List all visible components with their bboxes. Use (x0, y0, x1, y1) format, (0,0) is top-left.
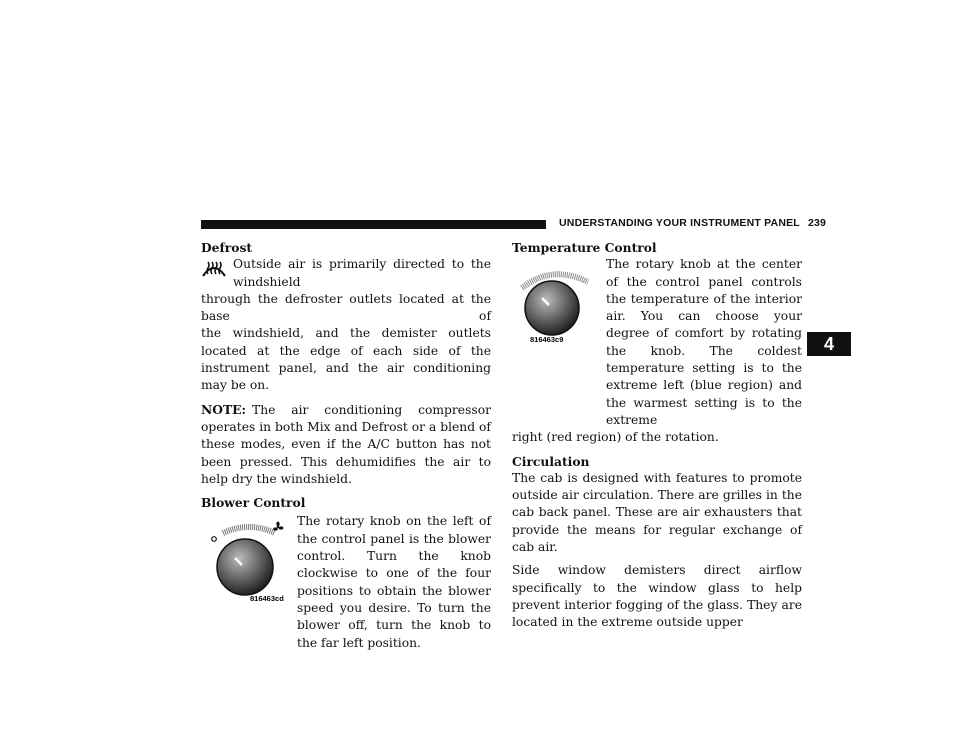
temperature-figure-label: 816463c9 (530, 335, 564, 345)
blower-knob-figure (201, 517, 297, 613)
defrost-line-1: Outside air is primarily directed to the windshield (233, 257, 491, 289)
note-label: NOTE: (201, 401, 247, 417)
blower-section (201, 513, 491, 651)
blower-figure-label: 816463cd (250, 594, 284, 604)
temperature-text-end: right (red region) of the rotation. (512, 430, 719, 445)
defrost-section (201, 256, 491, 394)
blower-off-icon (212, 537, 217, 542)
header-title: UNDERSTANDING YOUR INSTRUMENT PANEL (559, 217, 800, 229)
left-column (201, 239, 491, 652)
temperature-heading: Temperature Control (512, 240, 657, 255)
blower-text: The rotary knob on the left of the control panel is the blower control. Turn the knob clockwise to one of the four positions to obtain the blower speed you desire. To turn the blower off, turn the knob to the far left position. (297, 514, 491, 650)
defrost-icon (201, 258, 227, 280)
temperature-section (512, 256, 802, 446)
right-column (512, 239, 802, 632)
page-header (559, 217, 826, 229)
note-text: The air conditioning compressor operates in both Mix and Defrost or a blend of these modes, even if the A/C button has not been pressed. This dehumidifies the air to help dry the windshield. (201, 402, 491, 486)
blower-heading: Blower Control (201, 495, 306, 511)
header-rule (201, 220, 546, 229)
chapter-tab: 4 (807, 332, 851, 356)
fan-icon (273, 522, 283, 531)
note-paragraph (201, 401, 491, 488)
defrost-text: the windshield, and the demister outlets located at the edge of each side of the instrument panel, and the air conditioning may be on. (201, 326, 491, 393)
circulation-paragraph-1: The cab is designed with features to promote outside air circulation. There are grilles in the cab back panel. These are air exhausters that provide the means for regular exchange of cab air. (512, 470, 802, 555)
page-number: 239 (807, 217, 827, 229)
temperature-knob-figure (512, 258, 606, 344)
defrost-heading: Defrost (201, 240, 253, 255)
temperature-text: The rotary knob at the center of the control panel controls the temperature of the interior air. You can choose your degree of comfort by rotating the knob. The coldest temperature setting is to the extreme left (blue region) and the warmest setting is to the extreme (606, 257, 802, 427)
defrost-line-2: through the defroster outlets located at the base of (201, 291, 491, 324)
circulation-heading: Circulation (512, 453, 590, 469)
circulation-paragraph-2: Side window demisters direct airflow specifically to the window glass to help prevent interior fogging of the glass. They are located in the extreme outside upper (512, 563, 802, 630)
